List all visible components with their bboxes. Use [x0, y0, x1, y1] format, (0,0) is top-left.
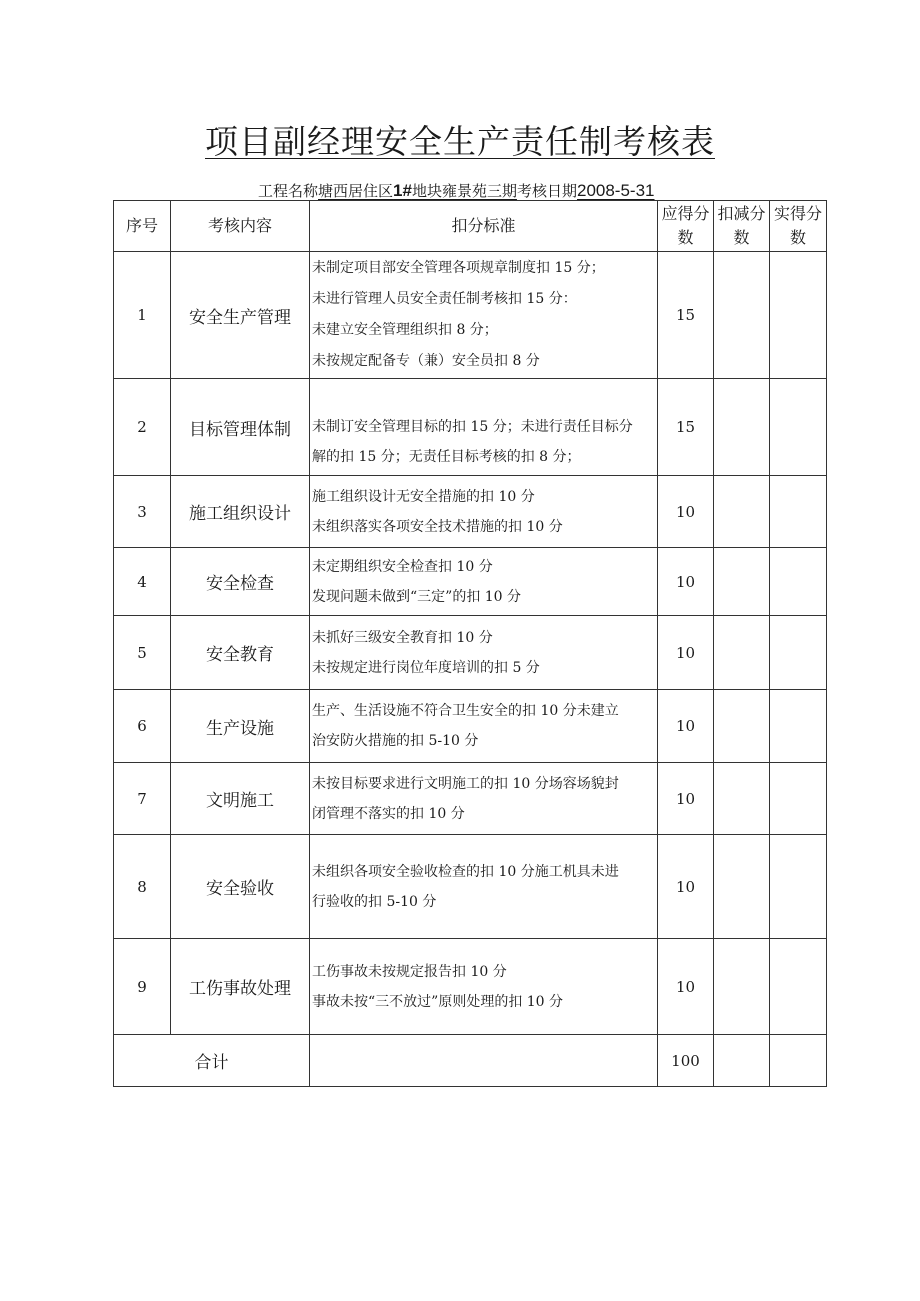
header-deduction: 扣减分数	[714, 201, 770, 252]
deduction-score	[714, 690, 770, 763]
deduction-score	[714, 476, 770, 548]
project-name-label: 工程名称	[258, 182, 319, 200]
header-content: 考核内容	[171, 201, 310, 252]
assessment-date-value: 2008-5-31	[576, 181, 655, 200]
total-actual	[770, 1035, 827, 1087]
table-row	[114, 616, 827, 690]
project-name-suffix: 地块雍景苑三期	[411, 182, 517, 200]
assessment-item: 安全检查	[171, 548, 310, 616]
table-row	[114, 690, 827, 763]
deduction-standard	[310, 763, 658, 835]
table-row	[114, 379, 827, 476]
assessment-item: 工伤事故处理	[171, 939, 310, 1035]
project-name-value	[318, 182, 517, 200]
assessment-item: 安全生产管理	[171, 252, 310, 379]
total-row	[114, 1035, 827, 1087]
standard-line: 行验收的扣 5-10 分	[312, 893, 437, 910]
assessment-date-label: 考核日期	[516, 182, 577, 200]
row-number: 9	[114, 939, 171, 1035]
should-score: 15	[658, 379, 714, 476]
standard-line: 未建立安全管理组织扣 8 分；	[312, 322, 498, 338]
should-score: 10	[658, 835, 714, 939]
deduction-score	[714, 763, 770, 835]
assessment-item: 生产设施	[171, 690, 310, 763]
assessment-item: 安全验收	[171, 835, 310, 939]
table-row	[114, 476, 827, 548]
standard-line: 工伤事故未按规定报告扣 10 分	[312, 963, 507, 980]
actual-score	[770, 763, 827, 835]
deduction-standard	[310, 252, 658, 379]
should-score: 10	[658, 616, 714, 690]
row-number: 3	[114, 476, 171, 548]
table-row	[114, 939, 827, 1035]
row-number: 2	[114, 379, 171, 476]
actual-score	[770, 548, 827, 616]
deduction-score	[714, 379, 770, 476]
standard-line: 闭管理不落实的扣 10 分	[312, 805, 465, 822]
standard-line: 发现问题未做到“三定”的扣 10 分	[312, 588, 522, 605]
standard-line: 未按规定配备专（兼）安全员扣 8 分	[312, 353, 540, 369]
deduction-standard	[310, 616, 658, 690]
row-number: 8	[114, 835, 171, 939]
total-standard	[310, 1035, 658, 1087]
should-score: 10	[658, 476, 714, 548]
deduction-score	[714, 939, 770, 1035]
deduction-score	[714, 616, 770, 690]
row-number: 6	[114, 690, 171, 763]
actual-score	[770, 616, 827, 690]
deduction-standard	[310, 939, 658, 1035]
assessment-item: 目标管理体制	[171, 379, 310, 476]
deduction-standard	[310, 379, 658, 476]
actual-score	[770, 939, 827, 1035]
header-row	[114, 201, 827, 252]
standard-line: 未抓好三级安全教育扣 10 分	[312, 629, 493, 646]
total-deduction	[714, 1035, 770, 1087]
standard-line: 施工组织设计无安全措施的扣 10 分	[312, 488, 535, 505]
row-number: 4	[114, 548, 171, 616]
assessment-item: 安全教育	[171, 616, 310, 690]
project-name-prefix: 塘西居住区	[318, 182, 394, 200]
deduction-score	[714, 548, 770, 616]
table-row	[114, 548, 827, 616]
standard-line: 未组织各项安全验收检查的扣 10 分施工机具未进	[312, 863, 619, 880]
total-label: 合计	[114, 1035, 310, 1087]
assessment-item: 施工组织设计	[171, 476, 310, 548]
standard-line: 未组织落实各项安全技术措施的扣 10 分	[312, 518, 563, 535]
actual-score	[770, 476, 827, 548]
project-name-lot: 1#	[393, 181, 412, 200]
should-score: 10	[658, 939, 714, 1035]
table-row	[114, 763, 827, 835]
row-number: 7	[114, 763, 171, 835]
actual-score	[770, 379, 827, 476]
header-should-score: 应得分数	[658, 201, 714, 252]
assessment-table	[113, 200, 827, 1087]
header-actual-score: 实得分数	[770, 201, 827, 252]
assessment-item: 文明施工	[171, 763, 310, 835]
actual-score	[770, 690, 827, 763]
standard-line: 解的扣 15 分；无责任目标考核的扣 8 分；	[312, 449, 581, 465]
table-row	[114, 252, 827, 379]
standard-line: 未制定项目部安全管理各项规章制度扣 15 分；	[312, 260, 605, 276]
table-row	[114, 835, 827, 939]
deduction-standard	[310, 690, 658, 763]
row-number: 1	[114, 252, 171, 379]
deduction-standard	[310, 835, 658, 939]
should-score: 10	[658, 548, 714, 616]
header-standard: 扣分标准	[310, 201, 658, 252]
standard-line: 未按规定进行岗位年度培训的扣 5 分	[312, 659, 540, 676]
header-no: 序号	[114, 201, 171, 252]
standard-line: 事故未按“三不放过”原则处理的扣 10 分	[312, 993, 564, 1010]
deduction-standard	[310, 548, 658, 616]
project-info-line	[258, 180, 655, 201]
standard-line: 未按目标要求进行文明施工的扣 10 分场容场貌封	[312, 775, 619, 792]
standard-line: 未进行管理人员安全责任制考核扣 15 分：	[312, 291, 577, 307]
standard-line: 未定期组织安全检查扣 10 分	[312, 558, 493, 575]
page-title: 项目副经理安全生产责任制考核表	[205, 122, 715, 161]
actual-score	[770, 252, 827, 379]
should-score: 10	[658, 763, 714, 835]
standard-line: 未制订安全管理目标的扣 15 分；未进行责任目标分	[312, 419, 633, 435]
standard-line: 生产、生活设施不符合卫生安全的扣 10 分未建立	[312, 703, 619, 719]
actual-score	[770, 835, 827, 939]
deduction-score	[714, 835, 770, 939]
row-number: 5	[114, 616, 171, 690]
should-score: 10	[658, 690, 714, 763]
deduction-standard	[310, 476, 658, 548]
deduction-score	[714, 252, 770, 379]
should-score: 15	[658, 252, 714, 379]
standard-line: 治安防火措施的扣 5-10 分	[312, 733, 479, 749]
total-score: 100	[658, 1035, 714, 1087]
